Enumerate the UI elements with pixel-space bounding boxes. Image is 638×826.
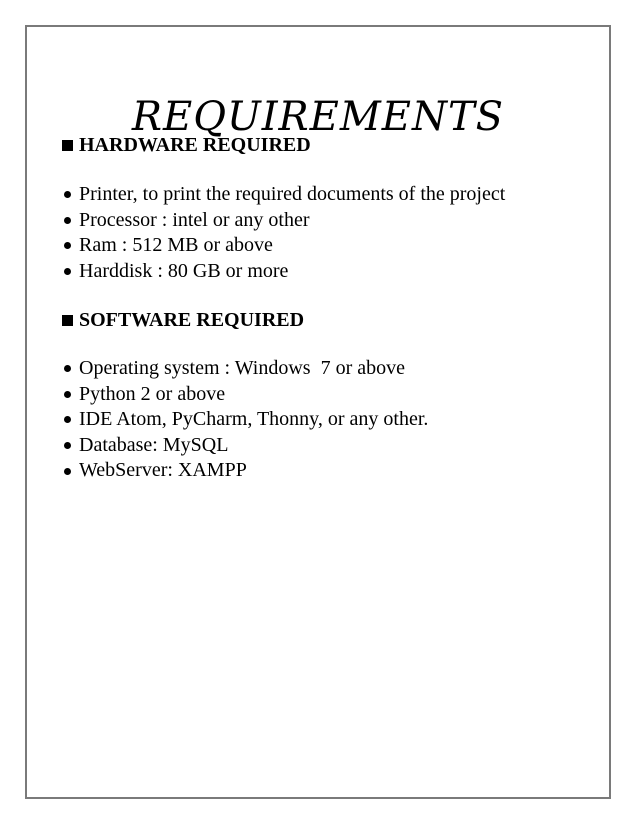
bullet-icon bbox=[64, 191, 71, 198]
bullet-icon bbox=[64, 365, 71, 372]
list-item-text: Database: MySQL bbox=[79, 433, 229, 456]
software-heading-text: SOFTWARE REQUIRED bbox=[79, 309, 305, 331]
square-bullet-icon bbox=[62, 140, 73, 151]
list-item-text: Ram : 512 MB or above bbox=[79, 234, 273, 257]
hardware-list bbox=[62, 182, 505, 284]
software-heading bbox=[62, 310, 304, 330]
bullet-icon bbox=[64, 416, 71, 423]
bullet-icon bbox=[64, 242, 71, 249]
list-item-text: IDE Atom, PyCharm, Thonny, or any other. bbox=[79, 408, 429, 431]
list-item-text: Processor : intel or any other bbox=[79, 208, 310, 231]
software-list bbox=[62, 356, 428, 484]
document-page bbox=[25, 25, 611, 799]
list-item bbox=[62, 182, 505, 208]
list-item-text: Harddisk : 80 GB or more bbox=[79, 259, 289, 282]
bullet-icon bbox=[64, 468, 71, 475]
list-item bbox=[62, 356, 428, 382]
bullet-icon bbox=[64, 268, 71, 275]
bullet-icon bbox=[64, 442, 71, 449]
hardware-heading bbox=[62, 135, 311, 155]
list-item-text: Operating system : Windows 7 or above bbox=[79, 357, 405, 379]
list-item bbox=[62, 458, 428, 484]
bullet-icon bbox=[64, 391, 71, 398]
list-item bbox=[62, 382, 428, 408]
list-item-text: Printer, to print the required documents of the project bbox=[79, 183, 506, 205]
list-item bbox=[62, 433, 428, 459]
list-item bbox=[62, 233, 505, 259]
square-bullet-icon bbox=[62, 315, 73, 326]
list-item bbox=[62, 259, 505, 285]
page-title: REQUIREMENTS bbox=[131, 94, 505, 140]
bullet-icon bbox=[64, 217, 71, 224]
list-item-text: WebServer: XAMPP bbox=[79, 459, 247, 482]
hardware-heading-text: HARDWARE REQUIRED bbox=[79, 134, 311, 156]
list-item bbox=[62, 208, 505, 234]
list-item bbox=[62, 407, 428, 433]
list-item-text: Python 2 or above bbox=[79, 382, 226, 405]
